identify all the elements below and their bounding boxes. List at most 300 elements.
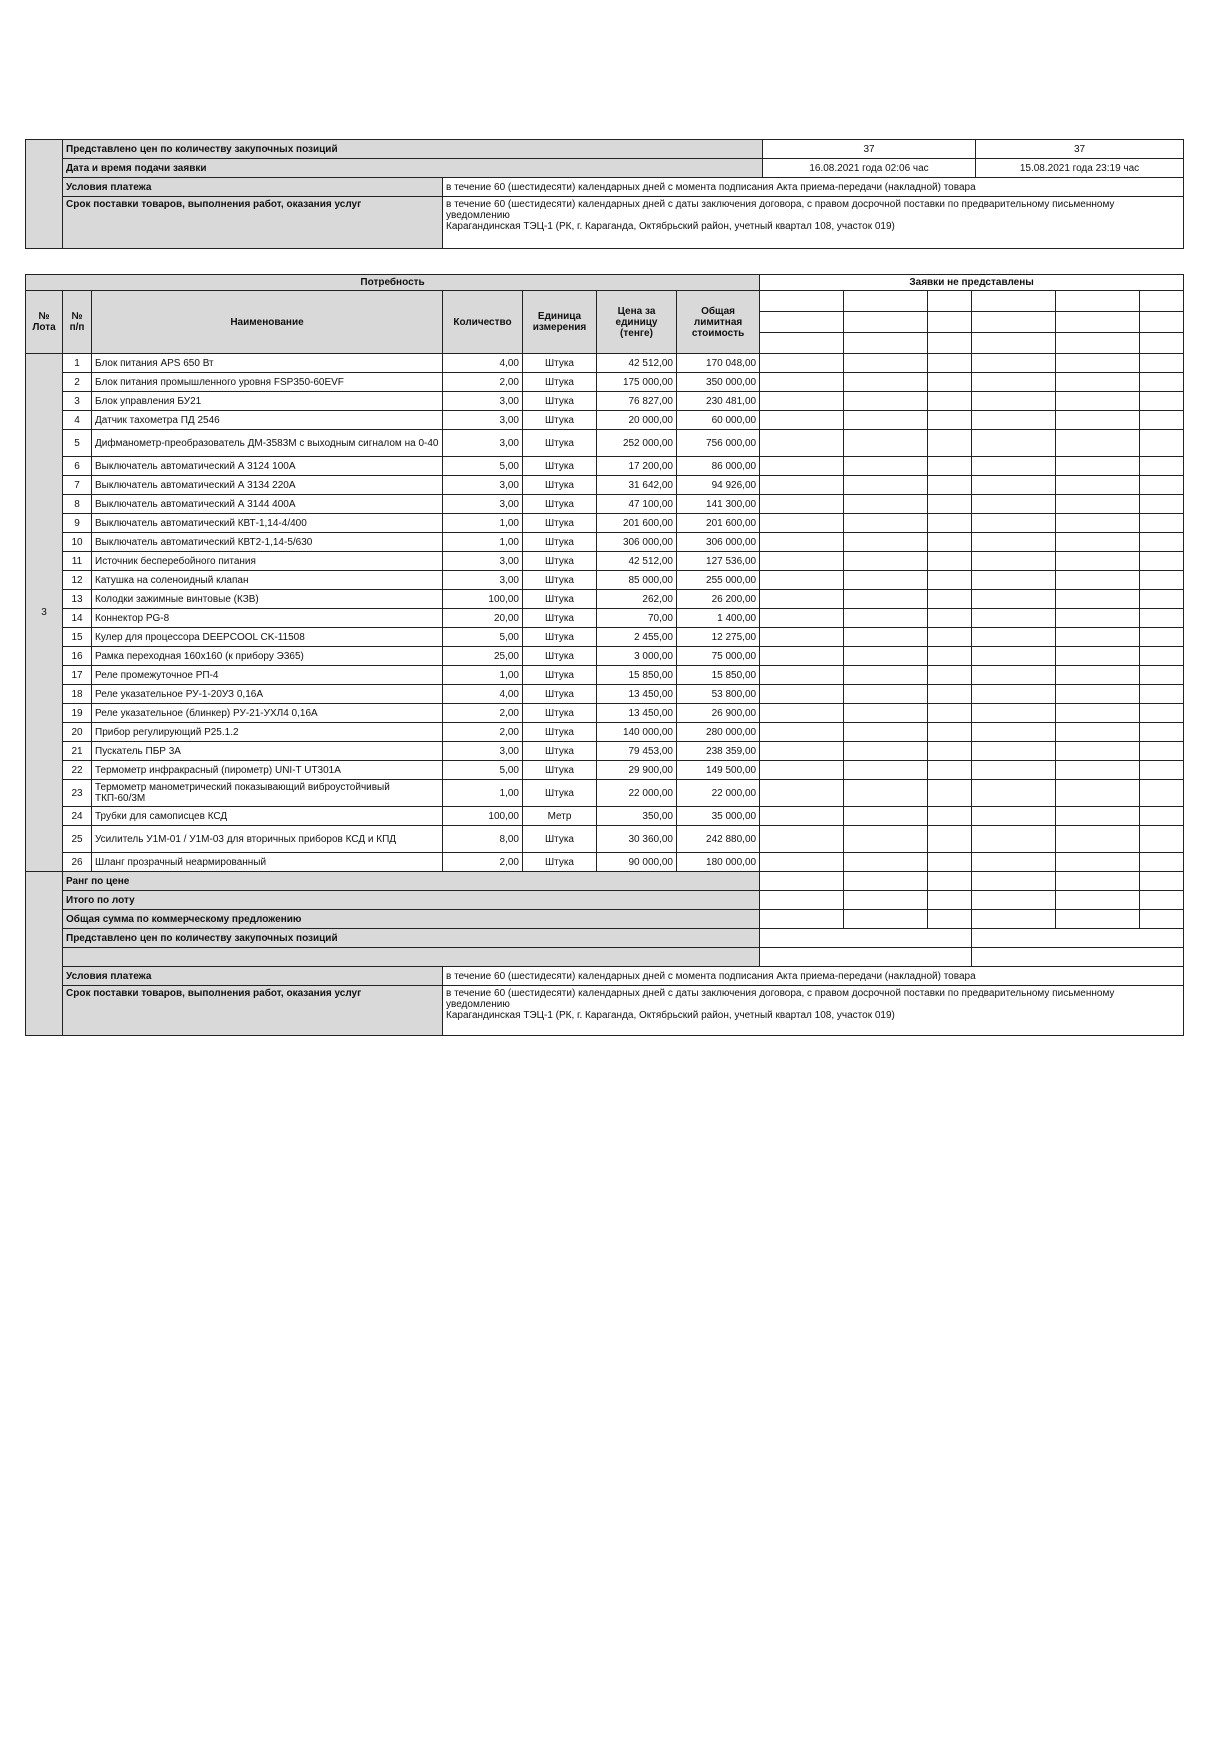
bid-cell [1056,666,1140,685]
item-quantity: 100,00 [443,590,523,609]
table-row [26,571,1184,590]
item-index: 7 [63,476,92,495]
bid-cell [1140,628,1184,647]
item-name: Шланг прозрачный неармированный [92,853,443,872]
bid-cell [972,807,1056,826]
bid-cell [760,929,972,948]
footer-delivery-place: Карагандинская ТЭЦ-1 (РК, г. Караганда, Октябрьский район, учетный квартал 108, участок 019) [446,1010,895,1021]
item-quantity: 5,00 [443,761,523,780]
delivery-place: Карагандинская ТЭЦ-1 (РК, г. Караганда, Октябрьский район, учетный квартал 108, участок 019) [446,221,895,232]
bid-cell [928,411,972,430]
table-row [26,354,1184,373]
item-total: 180 000,00 [677,853,760,872]
item-quantity: 4,00 [443,354,523,373]
table-footer [26,872,1184,1036]
bid-cell [1056,826,1140,853]
bid-cell [844,354,928,373]
item-unit: Штука [523,704,597,723]
item-unit: Штука [523,761,597,780]
bid-cell [760,628,844,647]
bid-cell [928,571,972,590]
bid-cell [928,552,972,571]
item-quantity: 3,00 [443,495,523,514]
bid-cell [760,723,844,742]
bid-cell [760,780,844,807]
item-price: 17 200,00 [597,457,677,476]
item-index: 20 [63,723,92,742]
bid-cell [1140,312,1184,333]
payment-label: Условия платежа [63,178,443,197]
bid-cell [760,761,844,780]
item-unit: Штука [523,685,597,704]
table-row [26,609,1184,628]
bid-cell [972,457,1056,476]
item-quantity: 1,00 [443,514,523,533]
item-name: Реле промежуточное РП-4 [92,666,443,685]
item-price: 42 512,00 [597,552,677,571]
item-total: 306 000,00 [677,533,760,552]
item-total: 60 000,00 [677,411,760,430]
item-name: Выключатель автоматический А 3144 400А [92,495,443,514]
item-unit: Штука [523,609,597,628]
table-row [26,457,1184,476]
table-row [26,780,1184,807]
item-price: 252 000,00 [597,430,677,457]
bid-cell [972,571,1056,590]
bid-cell [972,333,1056,354]
item-price: 2 455,00 [597,628,677,647]
bid-cell [928,457,972,476]
item-name: Трубки для самописцев КСД [92,807,443,826]
item-total: 1 400,00 [677,609,760,628]
item-unit: Штука [523,457,597,476]
bid-cell [928,807,972,826]
table-row [26,430,1184,457]
bid-cell [1140,761,1184,780]
bid-cell [1056,411,1140,430]
bid-cell [760,590,844,609]
bid-cell [1056,430,1140,457]
item-price: 350,00 [597,807,677,826]
payment-value: в течение 60 (шестидесяти) календарных дней с момента подписания Акта приема-передачи (накладной) товара [443,178,1184,197]
bid-cell [844,552,928,571]
item-name: Прибор регулирующий Р25.1.2 [92,723,443,742]
item-unit: Штука [523,742,597,761]
bid-cell [760,514,844,533]
item-name: Выключатель автоматический КВТ-1,14-4/400 [92,514,443,533]
bid-cell [760,826,844,853]
item-name: Коннектор PG-8 [92,609,443,628]
table-row [26,411,1184,430]
bid-cell [1056,457,1140,476]
bid-cell [928,373,972,392]
item-total: 238 359,00 [677,742,760,761]
bid-cell [760,312,844,333]
bid-cell [972,533,1056,552]
bid-cell [844,872,928,891]
bid-cell [972,891,1056,910]
bid-cell [844,826,928,853]
bid-cell [1140,826,1184,853]
bid-cell [844,647,928,666]
bid-cell [1056,552,1140,571]
bid-cell [844,590,928,609]
bid-cell [760,704,844,723]
item-quantity: 1,00 [443,666,523,685]
bid-cell [1140,552,1184,571]
bid-cell [1056,312,1140,333]
bid-cell [928,628,972,647]
bid-cell [844,291,928,312]
item-total: 149 500,00 [677,761,760,780]
bid-cell [1140,495,1184,514]
bid-cell [1140,430,1184,457]
item-index: 6 [63,457,92,476]
item-name: Колодки зажимные винтовые (КЗВ) [92,590,443,609]
table-row [26,853,1184,872]
bid-cell [972,780,1056,807]
col-pp: № п/п [63,291,92,354]
bid-cell [1140,807,1184,826]
bid-cell [844,891,928,910]
item-unit: Штука [523,411,597,430]
table-row [26,826,1184,853]
bid-cell [1140,590,1184,609]
item-index: 23 [63,780,92,807]
bid-cell [760,392,844,411]
bid-cell [760,552,844,571]
bid-cell [1140,533,1184,552]
item-quantity: 3,00 [443,430,523,457]
bid-cell [928,514,972,533]
bid-cell [844,761,928,780]
table-row [26,392,1184,411]
item-quantity: 5,00 [443,628,523,647]
header-need: Потребность [26,275,760,291]
bid-cell [844,853,928,872]
bid-cell [1140,609,1184,628]
bid-cell [760,891,844,910]
item-unit: Штука [523,533,597,552]
item-name: Блок питания промышленного уровня FSP350-60EVF [92,373,443,392]
bid-cell [1140,291,1184,312]
item-name: Датчик тахометра ПД 2546 [92,411,443,430]
bid-cell [928,742,972,761]
bid-cell [972,354,1056,373]
rank-label: Ранг по цене [63,872,760,891]
item-name: Усилитель У1М-01 / У1М-03 для вторичных приборов КСД и КПД [92,826,443,853]
item-unit: Штука [523,495,597,514]
item-unit: Штука [523,666,597,685]
positions-count-label: Представлено цен по количеству закупочных позиций [63,929,760,948]
col-unit: Единица измерения [523,291,597,354]
item-name: Рамка переходная 160х160 (к прибору Э365) [92,647,443,666]
item-index: 9 [63,514,92,533]
bid-cell [1056,571,1140,590]
positions-value-a: 37 [763,140,976,159]
item-quantity: 4,00 [443,685,523,704]
item-total: 141 300,00 [677,495,760,514]
bid-cell [928,430,972,457]
bid-cell [1056,872,1140,891]
item-index: 22 [63,761,92,780]
delivery-terms: в течение 60 (шестидесяти) календарных дней с даты заключения договора, с правом досрочной поставки по предварительному письменному уведомлению [446,199,1115,221]
item-index: 18 [63,685,92,704]
table-row [26,373,1184,392]
bid-cell [760,647,844,666]
item-total: 94 926,00 [677,476,760,495]
item-price: 13 450,00 [597,704,677,723]
bid-cell [972,514,1056,533]
item-name: Блок управления БУ21 [92,392,443,411]
item-name: Пускатель ПБР 3А [92,742,443,761]
bid-cell [760,910,844,929]
item-price: 3 000,00 [597,647,677,666]
col-lot: № Лота [26,291,63,354]
bid-cell [928,723,972,742]
bid-cell [1140,780,1184,807]
table-row [26,552,1184,571]
item-price: 22 000,00 [597,780,677,807]
bid-cell [972,411,1056,430]
bid-cell [844,666,928,685]
bid-cell [760,609,844,628]
item-unit: Штука [523,723,597,742]
item-name: Катушка на соленоидный клапан [92,571,443,590]
item-quantity: 3,00 [443,392,523,411]
item-total: 75 000,00 [677,647,760,666]
bid-cell [1140,853,1184,872]
bid-cell [1056,392,1140,411]
item-unit: Штука [523,552,597,571]
header-bids: Заявки не представлены [760,275,1184,291]
item-quantity: 2,00 [443,853,523,872]
item-quantity: 2,00 [443,704,523,723]
item-index: 11 [63,552,92,571]
item-total: 53 800,00 [677,685,760,704]
bid-cell [972,853,1056,872]
bid-cell [760,685,844,704]
item-price: 201 600,00 [597,514,677,533]
bid-cell [844,476,928,495]
lot-total-label: Итого по лоту [63,891,760,910]
item-index: 16 [63,647,92,666]
bid-cell [844,609,928,628]
col-name: Наименование [92,291,443,354]
item-total: 350 000,00 [677,373,760,392]
bid-cell [844,514,928,533]
item-name: Кулер для процессора DEEPCOOL CK-11508 [92,628,443,647]
bid-cell [1140,685,1184,704]
delivery-label: Срок поставки товаров, выполнения работ, оказания услуг [63,197,443,249]
item-name: Реле указательное РУ-1-20УЗ 0,16А [92,685,443,704]
item-total: 127 536,00 [677,552,760,571]
item-unit: Штука [523,571,597,590]
item-total: 255 000,00 [677,571,760,590]
positions-label: Представлено цен по количеству закупочных позиций [63,140,763,159]
bid-cell [1140,647,1184,666]
bid-cell [1056,495,1140,514]
bid-cell [844,628,928,647]
item-unit: Штука [523,373,597,392]
item-unit: Метр [523,807,597,826]
bid-cell [1140,723,1184,742]
item-index: 19 [63,704,92,723]
footer-payment-value: в течение 60 (шестидесяти) календарных дней с момента подписания Акта приема-передачи (накладной) товара [443,967,1184,986]
item-quantity: 1,00 [443,533,523,552]
bid-cell [1140,354,1184,373]
item-price: 76 827,00 [597,392,677,411]
item-unit: Штука [523,476,597,495]
col-price: Цена за единицу (тенге) [597,291,677,354]
bid-cell [760,291,844,312]
item-unit: Штука [523,392,597,411]
item-quantity: 3,00 [443,571,523,590]
item-price: 140 000,00 [597,723,677,742]
table-row [26,742,1184,761]
item-index: 24 [63,807,92,826]
positions-value-b: 37 [976,140,1184,159]
left-margin-cell [26,140,63,249]
item-index: 14 [63,609,92,628]
bid-cell [844,411,928,430]
item-quantity: 1,00 [443,780,523,807]
item-total: 15 850,00 [677,666,760,685]
item-price: 79 453,00 [597,742,677,761]
item-quantity: 2,00 [443,373,523,392]
bid-cell [844,533,928,552]
item-name: Реле указательное (блинкер) РУ-21-УХЛ4 0,16А [92,704,443,723]
bid-cell [1056,910,1140,929]
bid-cell [1140,704,1184,723]
bid-cell [972,552,1056,571]
bid-cell [1140,514,1184,533]
item-total: 170 048,00 [677,354,760,373]
bid-cell [928,495,972,514]
bid-cell [928,666,972,685]
bid-cell [760,333,844,354]
item-index: 25 [63,826,92,853]
bid-cell [972,685,1056,704]
item-total: 35 000,00 [677,807,760,826]
footer-margin-cell [26,872,63,1036]
bid-cell [844,807,928,826]
item-name: Выключатель автоматический А 3134 220А [92,476,443,495]
bid-cell [760,853,844,872]
bid-cell [1056,685,1140,704]
item-quantity: 8,00 [443,826,523,853]
item-name: Блок питания APS 650 Вт [92,354,443,373]
bid-cell [972,392,1056,411]
bid-cell [928,354,972,373]
item-quantity: 5,00 [443,457,523,476]
bid-cell [972,761,1056,780]
bid-cell [844,312,928,333]
datetime-value-b: 15.08.2021 года 23:19 час [976,159,1184,178]
table-header [26,275,1184,354]
item-total: 242 880,00 [677,826,760,853]
table-row [26,761,1184,780]
bid-cell [1056,780,1140,807]
item-name: Источник бесперебойного питания [92,552,443,571]
bid-cell [1056,609,1140,628]
bid-cell [928,333,972,354]
item-price: 262,00 [597,590,677,609]
bid-cell [844,430,928,457]
item-price: 90 000,00 [597,853,677,872]
datetime-value-a: 16.08.2021 года 02:06 час [763,159,976,178]
bid-cell [1140,891,1184,910]
datetime-label: Дата и время подачи заявки [63,159,763,178]
bid-cell [972,647,1056,666]
table-row [26,476,1184,495]
item-total: 86 000,00 [677,457,760,476]
bid-cell [1140,392,1184,411]
bid-cell [1140,457,1184,476]
bid-cell [972,590,1056,609]
bid-cell [760,430,844,457]
item-quantity: 3,00 [443,552,523,571]
bid-cell [972,742,1056,761]
item-index: 13 [63,590,92,609]
table-row [26,704,1184,723]
bid-cell [972,373,1056,392]
bid-cell [972,476,1056,495]
lot-number: 3 [26,354,63,872]
bid-cell [972,430,1056,457]
bid-cell [844,457,928,476]
bid-cell [844,495,928,514]
bid-cell [1056,723,1140,742]
table-row [26,666,1184,685]
bid-cell [928,609,972,628]
bid-cell [1056,476,1140,495]
bid-cell [844,723,928,742]
table-row [26,685,1184,704]
item-name: Термометр инфракрасный (пирометр) UNI-T UT301A [92,761,443,780]
top-summary-table [25,139,1184,249]
footer-payment-label: Условия платежа [63,967,443,986]
item-quantity: 25,00 [443,647,523,666]
lot-items-table [25,274,1184,1036]
bid-cell [760,373,844,392]
item-price: 31 642,00 [597,476,677,495]
bid-cell [760,411,844,430]
bid-cell [972,291,1056,312]
bid-cell [760,476,844,495]
item-name: Дифманометр-преобразователь ДМ-3583М с выходным сигналом на 0-40 [92,430,443,457]
item-total: 26 900,00 [677,704,760,723]
bid-cell [928,647,972,666]
bid-cell [1056,354,1140,373]
bid-cell [1056,291,1140,312]
item-quantity: 100,00 [443,807,523,826]
bid-cell [1056,628,1140,647]
item-price: 42 512,00 [597,354,677,373]
item-total: 230 481,00 [677,392,760,411]
item-unit: Штука [523,354,597,373]
item-index: 17 [63,666,92,685]
bid-cell [1056,590,1140,609]
bid-cell [844,392,928,411]
item-total: 26 200,00 [677,590,760,609]
item-index: 1 [63,354,92,373]
bid-cell [760,571,844,590]
bid-cell [928,291,972,312]
item-total: 201 600,00 [677,514,760,533]
item-unit: Штука [523,647,597,666]
item-total: 12 275,00 [677,628,760,647]
